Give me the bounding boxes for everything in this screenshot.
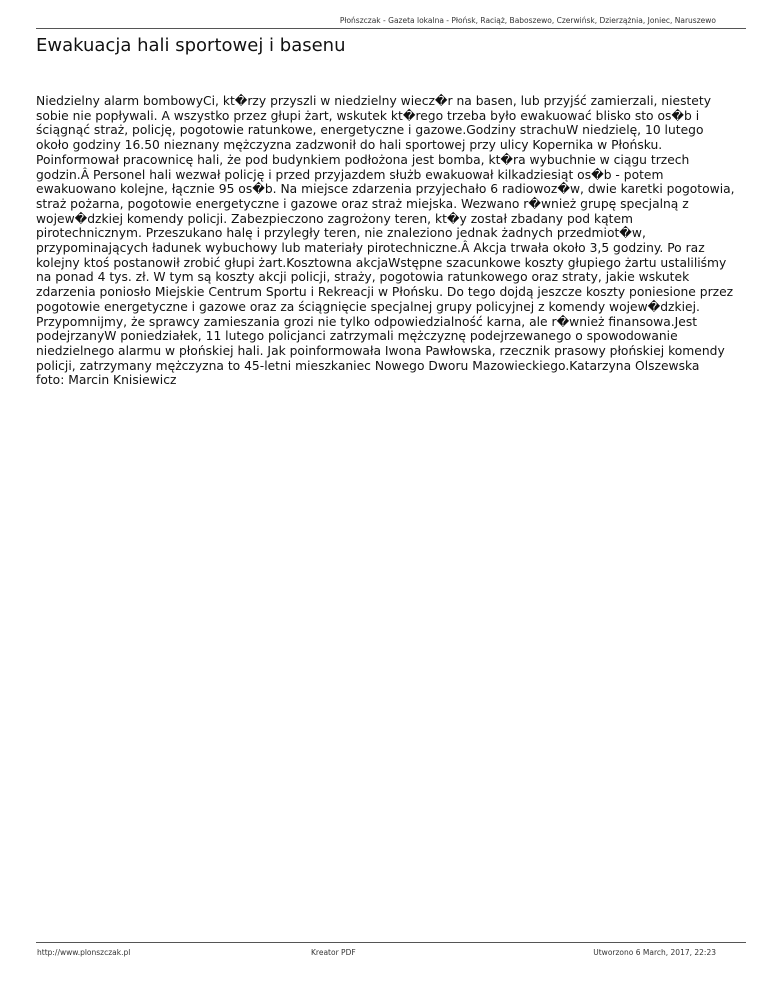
- article-title: Ewakuacja hali sportowej i basenu: [36, 35, 346, 56]
- site-link[interactable]: http://www.plonszczak.pl: [37, 948, 131, 957]
- footer-created-date: Utworzono 6 March, 2017, 22:23: [593, 948, 716, 957]
- footer-divider: [36, 942, 746, 943]
- site-header: Płońszczak - Gazeta lokalna - Płońsk, Raciąż, Baboszewo, Czerwińsk, Dzierzążnia, Joniec, Naruszewo: [339, 16, 716, 25]
- header-divider: [36, 28, 746, 29]
- article-text: Niedzielny alarm bombowyCi, kt�rzy przyszli w niedzielny wiecz�r na basen, lub przyjść zamierzali, niestety sobie nie popływali. A wszystko przez głupi żart, wskutek kt�rego trzeba było ewakuować blisko sto os�b i ściągnąć straż, policję, pogotowie ratunkowe, energetyczne i gazowe.Godziny strachuW niedzielę, 10 lutego około godziny 16.50 nieznany mężczyzna zadzwonił do hali sportowej przy ulicy Kopernika w Płońsku. Poinformował pracownicę hali, że pod budynkiem podłożona jest bomba, kt�ra wybuchnie w ciągu trzech godzin.Â Personel hali wezwał policję i przed przyjazdem służb ewakuował kilkadziesiąt os�b - potem ewakuowano kolejne, łącznie 95 os�b. Na miejsce zdarzenia przyjechało 6 radiowoz�w, dwie karetki pogotowia, straż pożarna, pogotowie energetyczne i gazowe oraz straż miejska. Wezwano r�wnież grupę specjalną z wojew�dzkiej komendy policji. Zabezpieczono zagrożony teren, kt�y został zbadany pod kątem pirotechnicznym. Przeszukano halę i przyległy teren, nie znaleziono jednak żadnych przedmiot�w, przypominających ładunek wybuchowy lub materiały pirotechniczne.Â Akcja trwała około 3,5 godziny. Po raz kolejny ktoś postanowił zrobić głupi żart.Kosztowna akcjaWstępne szacunkowe koszty głupiego żartu ustaliliśmy na ponad 4 tys. zł. W tym są koszty akcji policji, straży, pogotowia ratunkowego oraz straty, jakie wskutek zdarzenia poniosło Miejskie Centrum Sportu i Rekreacji w Płońsku. Do tego dojdą jeszcze koszty poniesione przez pogotowie energetyczne i gazowe oraz za ściągnięcie specjalnej grupy policyjnej z komendy wojew�dzkiej. Przypomnijmy, że sprawcy zamieszania grozi nie tylko odpowiedzialność karna, ale r�wnież finansowa.Jest podejrzanyW poniedziałek, 11 lutego policjanci zatrzymali mężczyznę podejrzewanego o spowodowanie niedzielnego alarmu w płońskiej hali. Jak poinformowała Iwona Pawłowska, rzecznik prasowy płońskiej komendy policji, zatrzymany mężczyzna to 45-letni mieszkaniec Nowego Dworu Mazowieckiego.Katarzyna Olszewska: [36, 94, 735, 373]
- photo-credit: foto: Marcin Knisiewicz: [36, 373, 177, 388]
- footer-url: [37, 948, 130, 957]
- article-body-container: [36, 94, 736, 388]
- footer-creator: Kreator PDF: [311, 948, 356, 957]
